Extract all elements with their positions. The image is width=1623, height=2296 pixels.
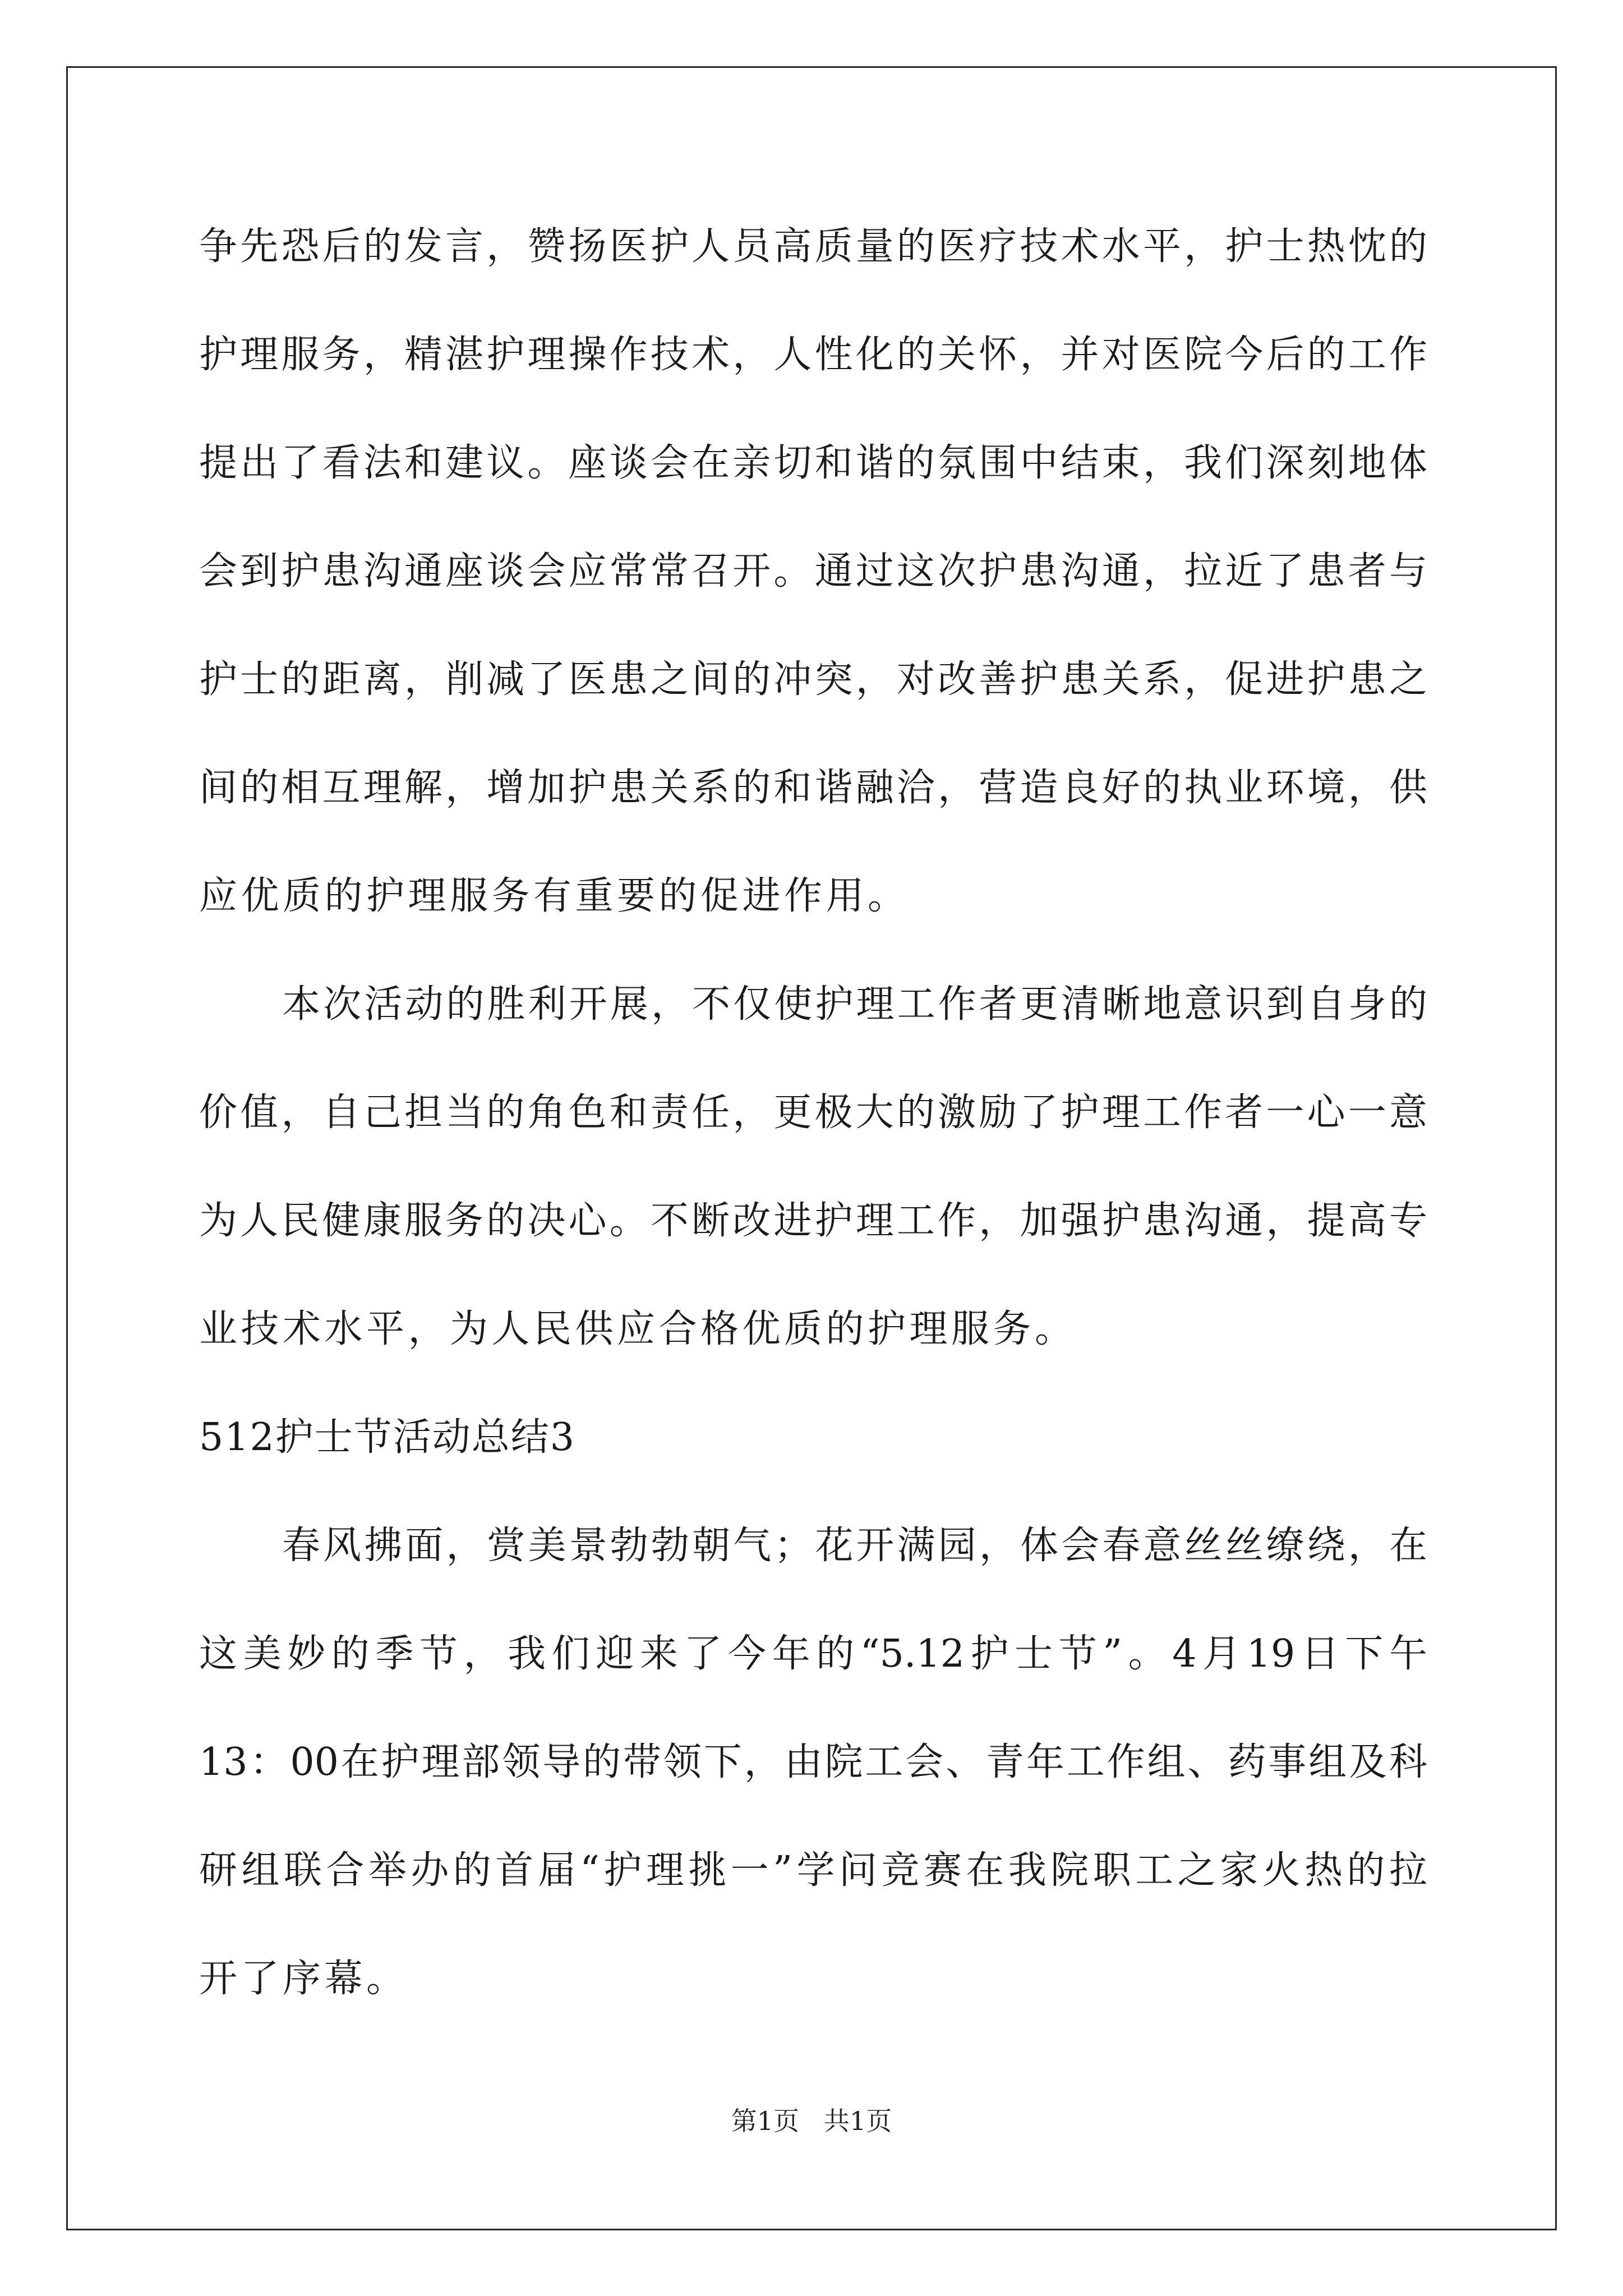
text-line: 为人民健康服务的决心。不断改进护理工作，加强护患沟通，提高专 xyxy=(199,1199,1427,1243)
text-line: 间的相互理解，增加护患关系的和谐融洽，营造良好的执业环境，供 xyxy=(199,766,1427,810)
text-line: 护理服务，精湛护理操作技术，人性化的关怀，并对医院今后的工作 xyxy=(199,333,1427,377)
text-line: 争先恐后的发言，赞扬医护人员高质量的医疗技术水平，护士热忱的 xyxy=(199,224,1427,269)
text-line: 业技术水平，为人民供应合格优质的护理服务。 xyxy=(199,1307,1077,1351)
text-line: 这美妙的季节，我们迎来了今年的“5.12护士节”。4月19日下午 xyxy=(199,1632,1427,1676)
text-line: 护士的距离，削减了医患之间的冲突，对改善护患关系，促进护患之 xyxy=(199,657,1427,702)
text-line: 会到护患沟通座谈会应常常召开。通过这次护患沟通，拉近了患者与 xyxy=(199,549,1427,593)
text-line: 提出了看法和建议。座谈会在亲切和谐的氛围中结束，我们深刻地体 xyxy=(199,441,1427,485)
text-line: 13：00在护理部领导的带领下，由院工会、青年工作组、药事组及科 xyxy=(199,1740,1427,1784)
text-line: 价值，自己担当的角色和责任，更极大的激励了护理工作者一心一意 xyxy=(199,1091,1427,1135)
text-line: 开了序幕。 xyxy=(199,1957,408,2001)
page-border xyxy=(66,66,1557,2230)
section-heading: 512护士节活动总结3 xyxy=(199,1415,576,1460)
page-footer: 第1页 共1页 xyxy=(731,2106,892,2136)
text-line: 本次活动的胜利开展，不仅使护理工作者更清晰地意识到自身的 xyxy=(282,982,1427,1027)
text-line: 春风拂面，赏美景勃勃朝气；花开满园，体会春意丝丝缭绕，在 xyxy=(282,1524,1427,1568)
text-line: 研组联合举办的首届“护理挑一”学问竞赛在我院职工之家火热的拉 xyxy=(199,1848,1427,1893)
text-line: 应优质的护理服务有重要的促进作用。 xyxy=(199,874,910,918)
